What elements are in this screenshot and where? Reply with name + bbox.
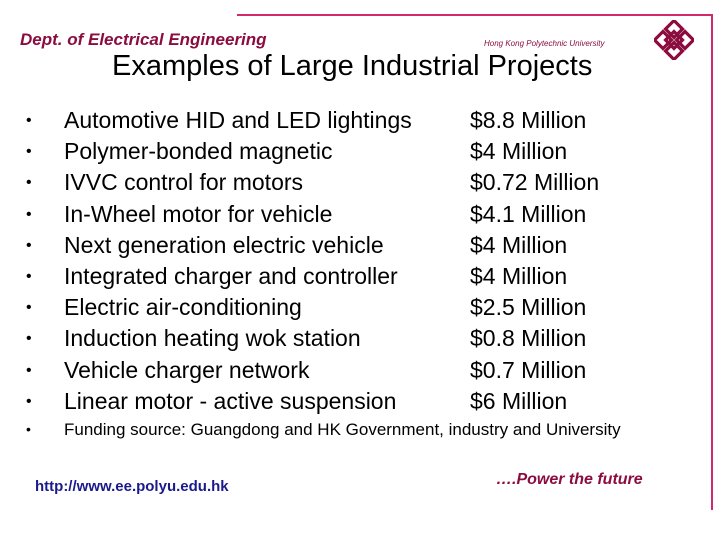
project-name: Vehicle charger network: [64, 356, 310, 383]
project-name: Next generation electric vehicle: [64, 231, 384, 258]
project-amount: $4 Million: [470, 231, 568, 258]
project-amount: $0.72 Million: [470, 169, 600, 196]
bullet-icon: •: [26, 143, 32, 161]
bullet-icon: •: [26, 236, 32, 254]
bullet-icon: •: [26, 299, 32, 317]
project-amount: $8.8 Million: [470, 107, 587, 133]
project-amount: $2.5 Million: [470, 294, 587, 321]
bullet-icon: •: [26, 267, 32, 285]
bullet-icon: •: [26, 361, 32, 379]
project-amount: $4 Million: [470, 138, 568, 165]
frame-line-right: [711, 14, 713, 510]
university-name: Hong Kong Polytechnic University: [484, 39, 605, 48]
bullet-icon: •: [26, 421, 31, 437]
frame-line-top: [237, 14, 713, 16]
project-name: IVVC control for motors: [64, 169, 304, 196]
bullet-icon: •: [26, 205, 32, 223]
bullet-icon: •: [26, 330, 32, 348]
project-amount: $6 Million: [470, 387, 568, 414]
funding-text: Funding source: Guangdong and HK Government, industry and University: [64, 420, 621, 439]
project-name: Linear motor - active suspension: [64, 387, 397, 414]
polyu-logo-icon: [654, 20, 694, 60]
funding-note: [26, 420, 666, 439]
website-link[interactable]: http://www.ee.polyu.edu.hk: [35, 478, 229, 495]
tagline: ….Power the future: [496, 471, 643, 488]
project-name: Polymer-bonded magnetic: [64, 138, 333, 165]
bullet-icon: •: [26, 392, 32, 410]
project-name: Automotive HID and LED lightings: [64, 107, 412, 133]
project-amount: $0.8 Million: [470, 325, 587, 352]
project-amount: $0.7 Million: [470, 356, 587, 383]
project-name: Integrated charger and controller: [64, 262, 398, 289]
project-amount: $4.1 Million: [470, 200, 587, 227]
project-name: Electric air-conditioning: [64, 294, 302, 321]
department-name: Dept. of Electrical Engineering: [20, 30, 267, 49]
bullet-icon: •: [26, 112, 32, 129]
project-amount: $4 Million: [470, 262, 568, 289]
page-title: Examples of Large Industrial Projects: [112, 50, 593, 82]
project-name: In-Wheel motor for vehicle: [64, 200, 333, 227]
project-name: Induction heating wok station: [64, 325, 361, 352]
bullet-icon: •: [26, 174, 32, 192]
